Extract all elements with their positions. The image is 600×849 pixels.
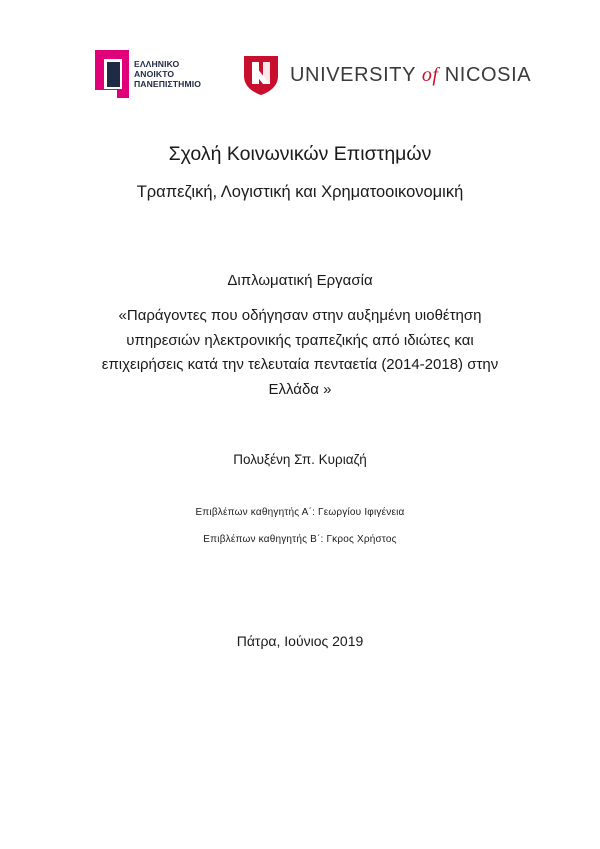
unic-wordmark-part: NICOSIA bbox=[438, 63, 532, 86]
hou-wordmark bbox=[134, 59, 201, 89]
unic-wordmark bbox=[290, 64, 531, 87]
unic-shield-icon bbox=[242, 54, 280, 96]
unic-wordmark-part: UNIVERSITY bbox=[290, 63, 422, 86]
university-of-nicosia-logo bbox=[242, 54, 531, 96]
supervisor-b: Επιβλέπων καθηγητής Β΄: Γκρος Χρήστος bbox=[203, 534, 397, 545]
document-type: Διπλωματική Εργασία bbox=[227, 272, 373, 289]
department-name: Τραπεζική, Λογιστική και Χρηματοοικονομική bbox=[136, 183, 464, 201]
thesis-title: «Παράγοντες που οδήγησαν στην αυξημένη υιοθέτηση υπηρεσιών ηλεκτρονικής τραπεζικής από ιδιώτες και επιχειρήσεις κατά την τελευταία πενταετία (2014-2018) στην Ελλάδα » bbox=[101, 307, 499, 398]
hou-wordmark-line: ΕΛΛΗΝΙΚΟ bbox=[134, 59, 180, 69]
place-and-date: Πάτρα, Ιούνιος 2019 bbox=[236, 633, 364, 649]
hou-wordmark-line: ΠΑΝΕΠΙΣΤΗΜΙΟ bbox=[134, 79, 201, 89]
hou-emblem-icon bbox=[95, 50, 129, 98]
author-name: Πολυξένη Σπ. Κυριαζή bbox=[233, 452, 367, 467]
school-name: Σχολή Κοινωνικών Επιστημών bbox=[168, 143, 432, 165]
supervisor-a: Επιβλέπων καθηγητής Α΄: Γεωργίου Ιφιγένεια bbox=[195, 507, 405, 518]
hou-wordmark-line: ΑΝΟΙΚΤΟ bbox=[134, 69, 175, 79]
unic-wordmark-of: of bbox=[421, 63, 439, 86]
hellenic-open-university-logo bbox=[95, 50, 201, 98]
